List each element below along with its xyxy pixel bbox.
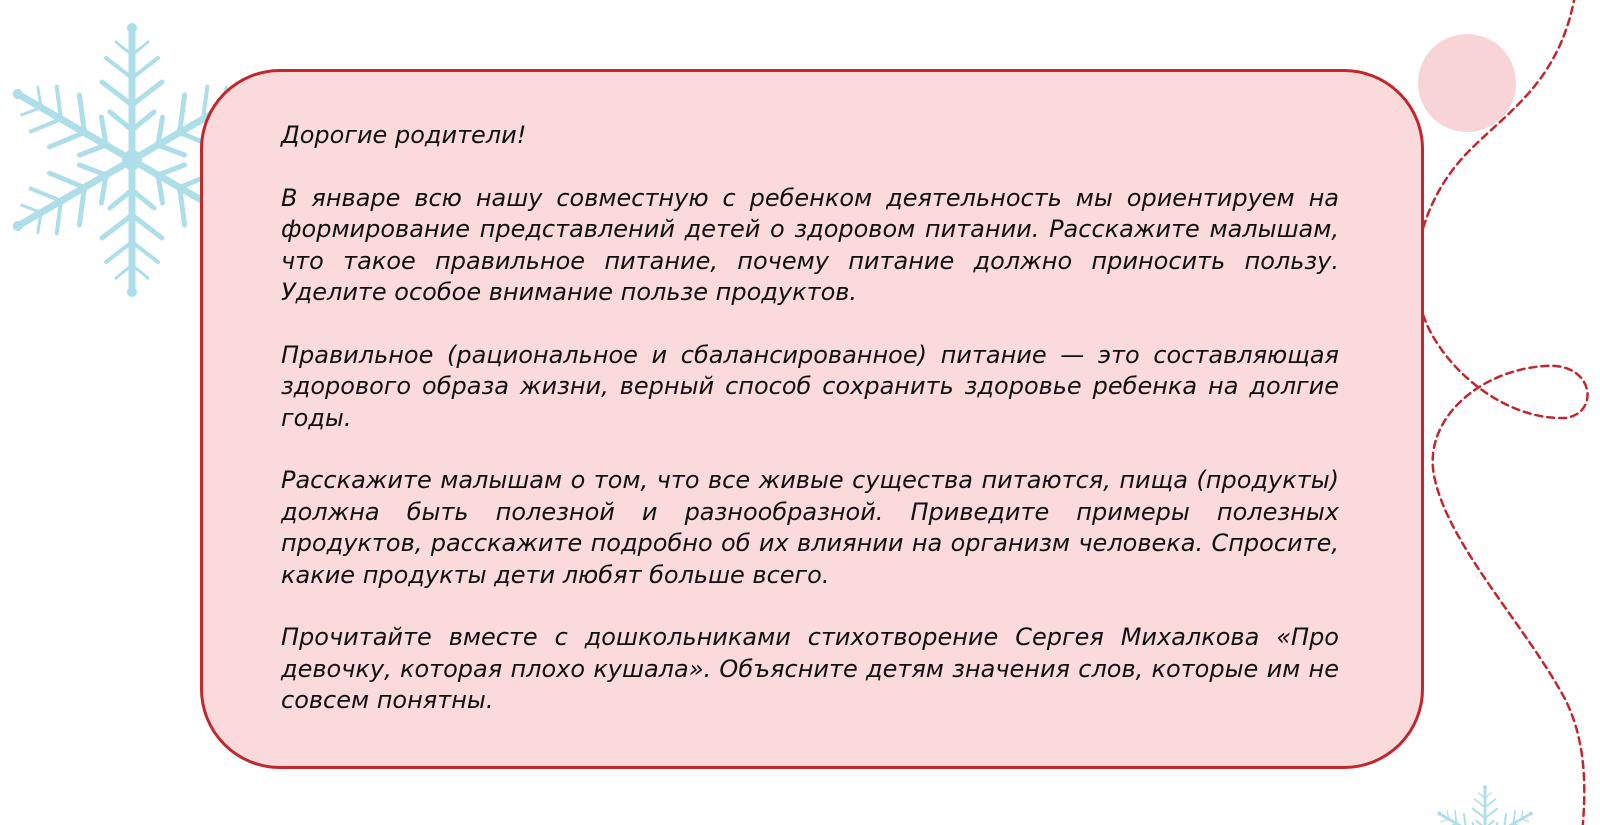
dashed-ribbon [1416,0,1587,825]
paragraph: В январе всю нашу совместную с ребенком деятельность мы ориентируем на формирование представлений детей о здоровом питании. Расскажите малышам, что такое правильное питание, почему питание должно приносить пользу. Уделите особое внимание пользе продуктов. [281,183,1339,307]
paragraph: Правильное (рациональное и сбалансированное) питание — это составляющая здорового образа жизни, верный способ сохранить здоровье ребенка на долгие годы. [281,340,1339,432]
snowflake-icon [1432,785,1539,825]
pink-dot [1418,34,1516,132]
greeting: Дорогие родители! [281,121,527,149]
letter-text [281,120,1339,748]
paragraph: Расскажите малышам о том, что все живые существа питаются, пища (продукты) должна быть полезной и разнообразной. Приведите примеры полезных продуктов, расскажите подробно об их влиянии на организм человека. Спросите, какие продукты дети любят больше всего. [281,466,1339,589]
paragraph: Прочитайте вместе с дошкольниками стихотворение Сергея Михалкова «Про девочку, которая плохо кушала». Объясните детям значения слов, которые им не совсем понятны. [281,623,1339,715]
